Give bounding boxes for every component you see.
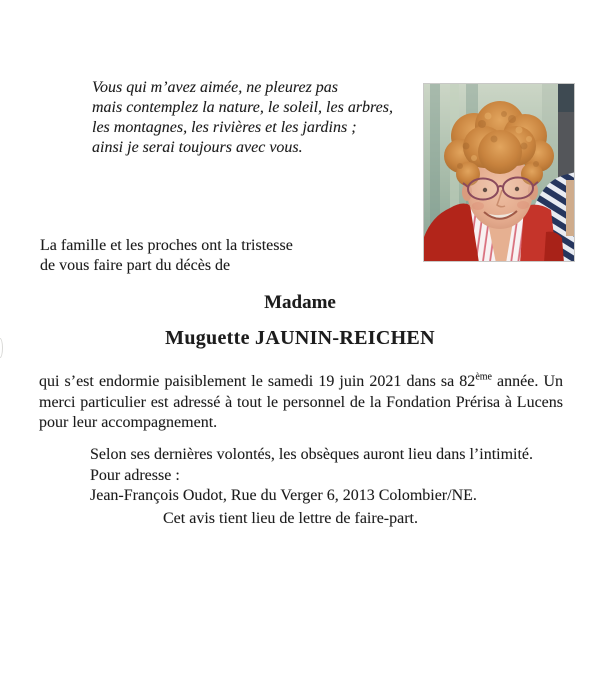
ordinal-superscript: ème [475,371,492,383]
body-text-before: qui s’est endormie paisiblement le samedi 19 juin 2021 dans sa 82 [39,373,476,390]
title-madame: Madame [264,292,336,313]
intro-line-2: de vous faire part du décès de [40,257,231,274]
details-line-funeral: Selon ses dernières volontés, les obsèques auront lieu dans l’intimité. [90,446,534,463]
details-block [90,445,533,507]
body-paragraph [39,372,563,434]
poem-block [92,78,393,158]
details-line-address-label: Pour adresse : [90,466,180,484]
deceased-name: Muguette JAUNIN-REICHEN [165,327,435,349]
poem-line: ainsi je serai toujours avec vous. [92,139,303,156]
body-text-after: année. Un merci particulier est adressé à tout le personnel de la Fondation Prérisa à Lucens pour leur accompagnement. [39,373,563,431]
portrait-photo-art [424,84,575,262]
footer-notice: Cet avis tient lieu de lettre de faire-part. [163,510,418,527]
poem-line: les montagnes, les rivières et les jardins ; [92,119,357,136]
portrait-photo [423,83,575,262]
poem-line: mais contemplez la nature, le soleil, les arbres, [92,99,393,116]
intro-line-1: La famille et les proches ont la tristesse [40,237,293,254]
intro-block [40,236,293,276]
details-line-address: Jean-François Oudot, Rue du Verger 6, 2013 Colombier/NE. [90,487,477,504]
poem-line: Vous qui m’avez aimée, ne pleurez pas [92,79,339,96]
